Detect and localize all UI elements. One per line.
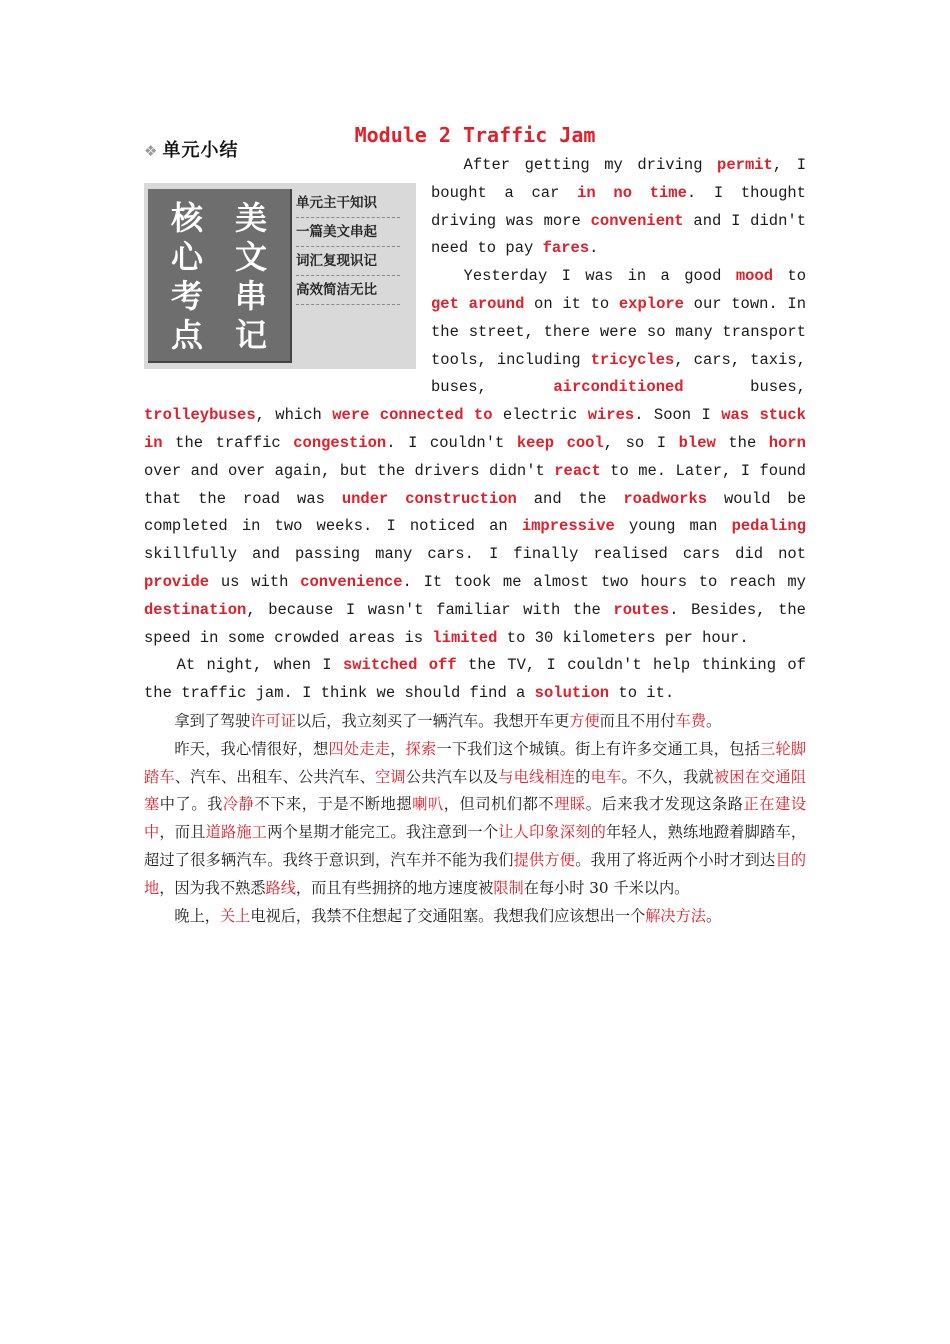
keyword: convenience <box>300 572 403 591</box>
keyword: under construction <box>341 489 517 508</box>
keyword-zh: 限制 <box>493 878 524 897</box>
summary-panel <box>144 183 416 369</box>
keyword: switched off <box>342 656 457 675</box>
big-char: 核 <box>170 199 203 237</box>
keyword-zh: 冷静 <box>222 795 255 814</box>
keyword: pedaling <box>731 517 806 536</box>
summary-lines <box>296 190 400 306</box>
keyword: keep cool <box>516 433 604 452</box>
unit-summary-heading <box>144 134 416 168</box>
keyword: provide <box>144 572 210 591</box>
english-paragraph-3: At night, when I switched off the TV, I couldn't help thinking of the traffic jam. I think we should find a solution to it. <box>144 656 806 703</box>
chinese-paragraph-2: 昨天，我心情很好，想四处走走，探索一下我们这个城镇。街上有许多交通工具，包括三轮脚踏车、汽车、出租车、公共汽车、空调公共汽车以及与电线相连的电车。不久，我就被困在交通阻塞中了。我冷静不下来，于是不断地摁喇叭，但司机们都不理睬。后来我才发现这条路正在建设中，而且道路施工两个星期才能完工。我注意到一个让人印象深刻的年轻人，熟练地蹬着脚踏车，超过了很多辆汽车。我终于意识到，汽车并不能为我们提供方便。我用了将近两个小时才到达目的地，因为我不熟悉路线，而且有些拥挤的地方速度被限制在每小时 30 千米以内。 <box>144 739 807 897</box>
keyword: airconditioned <box>553 378 684 397</box>
keyword-zh: 三轮脚踏车 <box>144 739 807 786</box>
chinese-paragraph-1: 拿到了驾驶许可证以后，我立刻买了一辆汽车。我想开车更方便而且不用付车费。 <box>174 711 722 730</box>
keyword-zh: 理睬 <box>554 795 586 814</box>
big-char: 串 <box>234 277 267 315</box>
page-title: Module 2 Traffic Jam <box>354 123 596 147</box>
keyword: trolleybuses <box>144 406 256 425</box>
big-char: 美 <box>234 199 267 237</box>
big-char: 记 <box>234 316 267 354</box>
keyword-zh: 车费 <box>675 711 706 730</box>
english-paragraph-2: Yesterday I was in a good mood to get around on it to explore our town. In the street, there were so many transport tools, including tricycles, cars, taxis, buses, airconditioned buses, trolleybuses, which were connected to electric wires. Soon I was stuck in the traffic congestion. I couldn't keep cool, so I blew the horn over and over again, but the drivers didn't react to me. Later, I found that the road was under construction and the roadworks would be completed in two weeks. I noticed an impressive young man pedaling skillfully and passing many cars. I finally realised cars did not provide us with convenience. It took me almost two hours to reach my destination, because I wasn't familiar with the routes. Besides, the speed in some crowded areas is limited to 30 kilometers per hour. <box>144 267 807 647</box>
big-char: 考 <box>170 277 203 315</box>
keyword-zh: 空调 <box>375 767 406 786</box>
keyword-zh: 与电线相连 <box>498 767 576 786</box>
keyword-zh: 被困在交通阻塞 <box>144 767 807 814</box>
keyword-zh: 目的地 <box>144 850 807 897</box>
chinese-translation <box>144 708 806 930</box>
summary-line: 单元主干知识 <box>296 190 400 218</box>
keyword: react <box>554 461 601 480</box>
keyword: blew <box>678 433 716 452</box>
keyword-zh: 正在建设中 <box>144 795 807 842</box>
summary-line: 一篇美文串起 <box>296 219 400 247</box>
keyword-zh: 路线 <box>265 878 296 897</box>
big-char: 文 <box>234 238 267 276</box>
english-passage <box>144 140 807 708</box>
summary-line: 词汇复现识记 <box>296 248 400 276</box>
keyword-zh: 许可证 <box>250 711 296 730</box>
keyword-zh: 四处走走 <box>328 739 391 758</box>
keyword: were connected to <box>332 406 493 425</box>
keyword-zh: 道路施工 <box>205 823 268 842</box>
keyword: impressive <box>521 517 615 536</box>
keyword: routes <box>613 600 670 619</box>
keyword: roadworks <box>623 489 708 508</box>
keyword: in no time <box>577 183 687 202</box>
keyword: horn <box>768 433 806 452</box>
keyword: wires <box>587 406 635 425</box>
keyword: get around <box>431 294 525 313</box>
keyword: permit <box>717 156 773 174</box>
keyword-zh: 提供方便 <box>513 850 576 869</box>
keyword: mood <box>735 267 774 286</box>
keyword: convenient <box>590 211 684 230</box>
document-page <box>144 118 806 930</box>
keyword: explore <box>618 294 684 313</box>
english-paragraph-1: After getting my driving permit, I bought a car in no time. I thought driving was more convenient and I didn't need to pay fares. <box>431 156 807 258</box>
keyword: fares <box>542 239 590 258</box>
keyword-zh: 喇叭 <box>412 795 444 814</box>
big-char: 点 <box>170 316 203 354</box>
keyword-zh: 关上 <box>219 906 251 925</box>
keyword-zh: 探索 <box>405 739 437 758</box>
keyword-zh: 方便 <box>569 711 600 730</box>
diamond-icon: ❖ <box>144 142 159 160</box>
chinese-paragraph-3: 晚上，关上电视后，我禁不住想起了交通阻塞。我想我们应该想出一个解决方法。 <box>174 906 722 925</box>
unit-summary-box <box>144 134 416 390</box>
keyword-zh: 解决方法 <box>645 906 706 925</box>
keyword: tricycles <box>590 350 675 369</box>
keyword: limited <box>432 628 498 647</box>
summary-line: 高效简洁无比 <box>296 277 400 305</box>
keyword-zh: 电车 <box>590 767 622 786</box>
keyword: solution <box>534 684 610 703</box>
keyword-zh: 让人印象深刻的 <box>498 823 607 842</box>
keyword: was stuck in <box>144 406 806 452</box>
unit-summary-heading-text: 单元小结 <box>162 140 239 161</box>
keyword: destination <box>144 600 247 619</box>
big-char: 心 <box>170 238 203 276</box>
big-characters-block <box>148 189 292 363</box>
keyword: congestion <box>293 433 387 452</box>
